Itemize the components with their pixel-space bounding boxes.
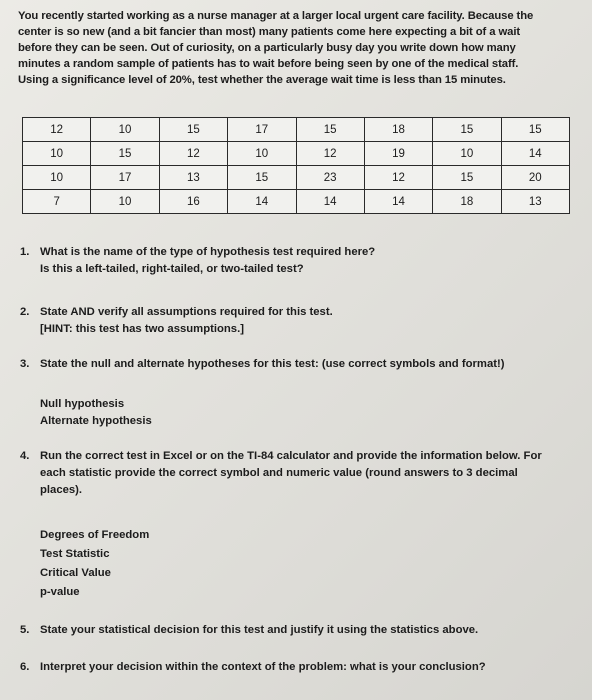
question-text: State AND verify all assumptions required for this test. xyxy=(40,306,333,318)
critical-value-label: Critical Value xyxy=(40,567,111,579)
table-cell: 18 xyxy=(364,118,432,142)
p-value-label: p-value xyxy=(40,586,80,598)
table-cell: 12 xyxy=(364,166,432,190)
wait-time-table xyxy=(22,117,570,214)
question-text: Interpret your decision within the context of the problem: what is your conclusion? xyxy=(40,661,486,673)
question-text: What is the name of the type of hypothesis test required here? xyxy=(40,246,376,258)
table-cell: 15 xyxy=(296,118,364,142)
table-cell: 15 xyxy=(501,118,569,142)
table-row xyxy=(23,166,570,190)
table-cell: 15 xyxy=(159,118,227,142)
question-number: 5. xyxy=(20,624,30,636)
table-cell: 15 xyxy=(433,166,501,190)
question-text: Is this a left-tailed, right-tailed, or two-tailed test? xyxy=(40,263,304,275)
question-1 xyxy=(20,244,580,278)
table-cell: 17 xyxy=(91,166,159,190)
table-cell: 14 xyxy=(364,190,432,214)
question-text: places). xyxy=(40,484,83,496)
intro-line: minutes a random sample of patients has to wait before being seen by one of the medical staff. xyxy=(18,58,519,70)
intro-line: center is so new (and a bit fancier than most) many patients come here expecting a bit of a wait xyxy=(18,26,521,38)
table-cell: 12 xyxy=(23,118,91,142)
table-cell: 10 xyxy=(91,118,159,142)
question-number: 6. xyxy=(20,661,30,673)
table-cell: 10 xyxy=(433,142,501,166)
statistic-labels xyxy=(40,526,149,602)
question-6 xyxy=(20,659,580,676)
question-number: 1. xyxy=(20,246,30,258)
table-cell: 10 xyxy=(91,190,159,214)
test-statistic-label: Test Statistic xyxy=(40,548,110,560)
table-cell: 10 xyxy=(228,142,296,166)
question-number: 3. xyxy=(20,358,30,370)
table-row xyxy=(23,142,570,166)
question-3 xyxy=(20,356,580,373)
question-number: 4. xyxy=(20,450,30,462)
table-cell: 18 xyxy=(433,190,501,214)
table-cell: 16 xyxy=(159,190,227,214)
question-text: Run the correct test in Excel or on the TI-84 calculator and provide the information below. For xyxy=(40,450,542,462)
question-number: 2. xyxy=(20,306,30,318)
table-cell: 17 xyxy=(228,118,296,142)
question-4 xyxy=(20,448,580,499)
degrees-of-freedom-label: Degrees of Freedom xyxy=(40,529,150,541)
null-hypothesis-label: Null hypothesis xyxy=(40,398,125,410)
table-cell: 20 xyxy=(501,166,569,190)
table-cell: 15 xyxy=(91,142,159,166)
table-row xyxy=(23,118,570,142)
intro-line: before they can be seen. Out of curiosity, on a particularly busy day you write down how many xyxy=(18,42,516,54)
alternate-hypothesis-label: Alternate hypothesis xyxy=(40,415,152,427)
table-cell: 14 xyxy=(501,142,569,166)
table-cell: 10 xyxy=(23,142,91,166)
problem-intro xyxy=(18,8,578,88)
hypothesis-labels xyxy=(40,396,152,430)
table-row xyxy=(23,190,570,214)
intro-line: Using a significance level of 20%, test whether the average wait time is less than 15 minutes. xyxy=(18,74,506,86)
table-cell: 12 xyxy=(296,142,364,166)
table-cell: 14 xyxy=(228,190,296,214)
question-5 xyxy=(20,622,580,639)
table-cell: 15 xyxy=(228,166,296,190)
question-text: State your statistical decision for this test and justify it using the statistics above. xyxy=(40,624,479,636)
table-cell: 15 xyxy=(433,118,501,142)
question-2 xyxy=(20,304,580,338)
table-cell: 23 xyxy=(296,166,364,190)
table-cell: 7 xyxy=(23,190,91,214)
question-text: each statistic provide the correct symbol and numeric value (round answers to 3 decimal xyxy=(40,467,518,479)
question-text: [HINT: this test has two assumptions.] xyxy=(40,323,244,335)
table-cell: 13 xyxy=(501,190,569,214)
table-cell: 10 xyxy=(23,166,91,190)
question-text: State the null and alternate hypotheses for this test: (use correct symbols and format!) xyxy=(40,358,505,370)
table-cell: 12 xyxy=(159,142,227,166)
intro-line: You recently started working as a nurse manager at a larger local urgent care facility. Because the xyxy=(18,10,534,22)
table-cell: 19 xyxy=(364,142,432,166)
table-cell: 13 xyxy=(159,166,227,190)
table-cell: 14 xyxy=(296,190,364,214)
